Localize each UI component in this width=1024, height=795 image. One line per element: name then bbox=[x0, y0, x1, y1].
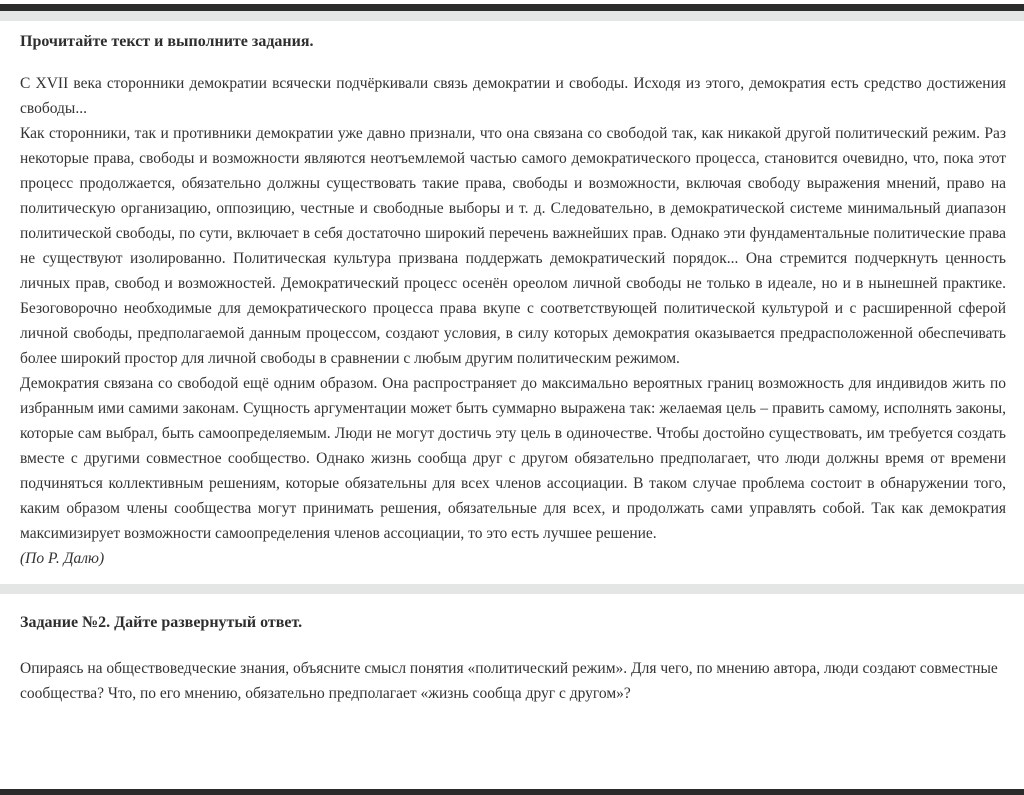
bottom-dark-bar bbox=[0, 789, 1024, 795]
reading-paragraph: Как сторонники, так и противники демократии уже давно признали, что она связана со свободой так, как никакой другой политический режим. Раз некоторые права, свободы и возможности являются неотъемлемой частью самого демократического процесса, становится очевидно, что, пока этот процесс продолжается, обязательно должны существовать такие права, свободы и возможности, включая свободу выражения мнений, право на политическую организацию, оппозицию, честные и свободные выборы и т. д. Следовательно, в демократической системе минимальный диапазон политической свободы, по сути, включает в себя достаточно широкий перечень важнейших прав. Однако эти фундаментальные политические права не существуют изолированно. Политическая культура призвана поддержать демократический порядок... Она стремится подчеркнуть ценность личных прав, свобод и возможностей. Демократический процесс осенён ореолом личной свободы не только в идеале, но и в нынешней практике. Безоговорочно необходимые для демократического процесса права вкупе с соответствующей политической культурой и с расширенной сферой личной свободы, предполагаемой данным процессом, создают условия, в силу которых демократия оказывается предрасположенной обеспечивать более широкий простор для личной свободы в сравнении с любым другим политическим режимом. bbox=[20, 125, 1006, 367]
reading-section bbox=[0, 32, 1024, 584]
reading-text-block bbox=[20, 71, 1006, 571]
top-dark-bar bbox=[0, 4, 1024, 11]
task-question: Опираясь на обществоведческие знания, объясните смысл понятия «политический режим». Для чего, по мнению автора, люди создают совместные сообщества? Что, по его мнению, обязательно предполагает «жизнь сообща друг с другом»? bbox=[20, 660, 998, 702]
top-separator-band bbox=[0, 11, 1024, 21]
task-section bbox=[0, 613, 1024, 706]
reading-paragraph: Демократия связана со свободой ещё одним образом. Она распространяет до максимально вероятных границ возможность для индивидов жить по избранным ими самими законам. Сущность аргументации может быть суммарно выражена так: желаемая цель – править самому, исполнять законы, которые сам выбрал, быть самоопределяемым. Люди не могут достичь эту цель в одиночестве. Чтобы достойно существовать, им требуется создать вместе с другими совместное сообщество. Однако жизнь сообща друг с другом обязательно предполагает, что люди должны время от времени подчиняться коллективным решениям, которые обязательны для всех членов ассоциации. В таком случае проблема состоит в обнаружении того, каким образом члены сообщества могут принимать решения, обязательные для всех, и продолжать сами управлять собой. Так как демократия максимизирует возможности самоопределения членов ассоциации, то это есть лучшее решение. bbox=[20, 375, 1006, 542]
section-separator-band bbox=[0, 584, 1024, 594]
author-attribution: (По Р. Далю) bbox=[20, 550, 105, 567]
task-title: Задание №2. Дайте развернутый ответ. bbox=[20, 614, 303, 631]
instruction-heading: Прочитайте текст и выполните задания. bbox=[20, 33, 314, 50]
reading-paragraph: С XVII века сторонники демократии всячески подчёркивали связь демократии и свободы. Исходя из этого, демократия есть средство достижения свободы... bbox=[20, 75, 1006, 117]
